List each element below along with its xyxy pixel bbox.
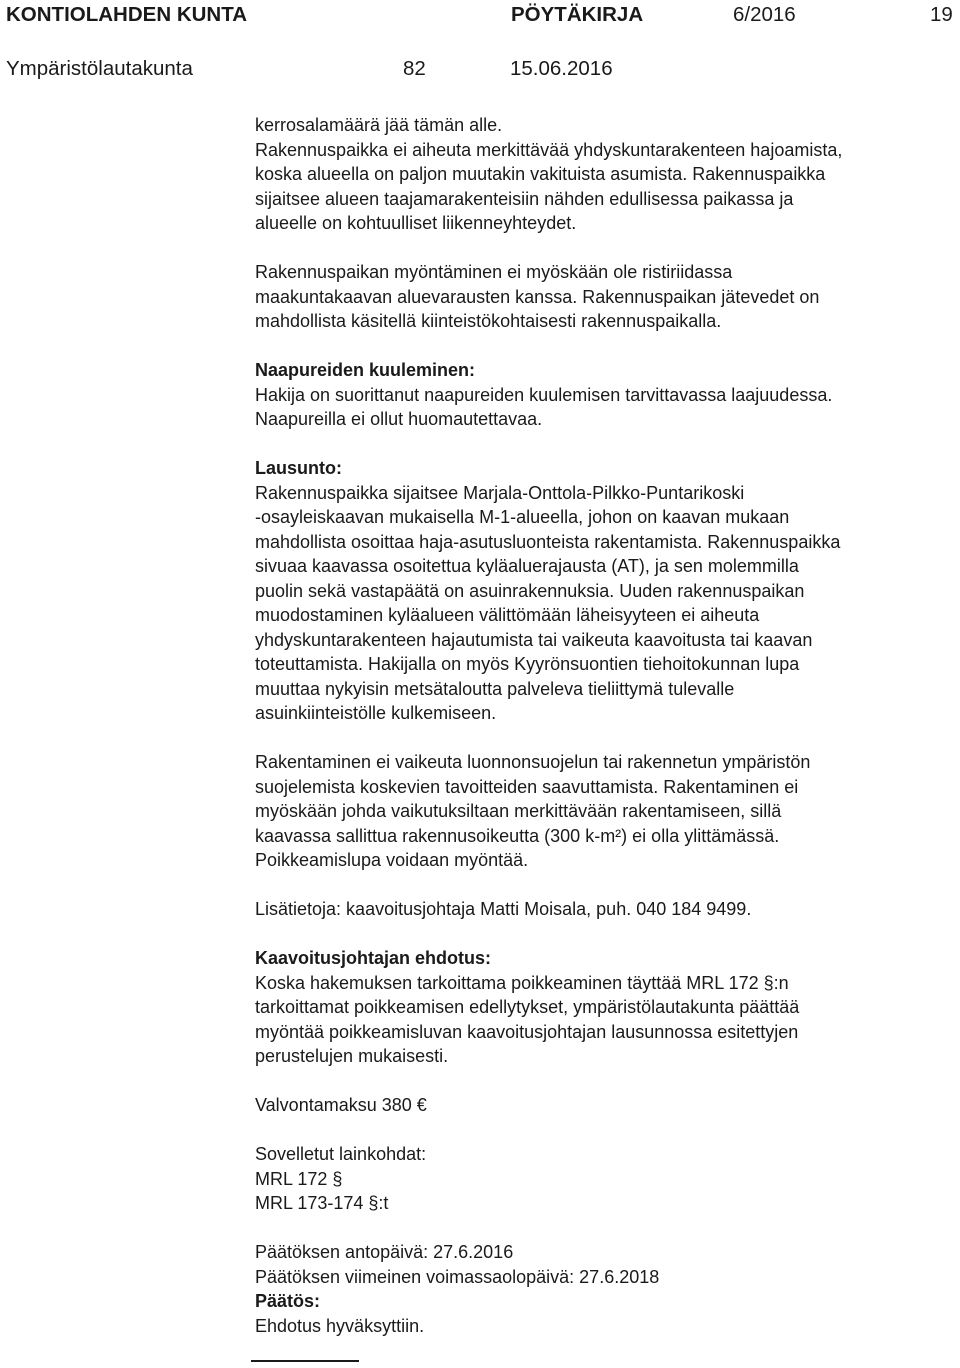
text-line: sijaitsee alueen taajamarakenteisiin nähden edullisessa paikassa ja [255, 188, 794, 209]
text-line: maakuntakaavan aluevarausten kanssa. Rakennuspaikan jätevedet on [255, 286, 820, 307]
text-line: muodostaminen kyläalueen välittömään läheisyyteen ei aiheuta [255, 605, 760, 625]
section-number: 82 [403, 57, 426, 80]
text-line: Hakija on suorittanut naapureiden kuulemisen tarvittavassa laajuudessa. [255, 384, 833, 405]
decision-heading: Päätös: [255, 1291, 321, 1311]
proposal-heading: Kaavoitusjohtajan ehdotus: [255, 948, 492, 968]
section-proposal [255, 946, 955, 1069]
decision-text: Ehdotus hyväksyttiin. [255, 1315, 425, 1336]
supervision-fee: Valvontamaksu 380 € [255, 1095, 427, 1115]
text-line: suojelemista koskevien tavoitteiden saavuttamista. Rakentaminen ei [255, 776, 799, 797]
text-line: kaavassa sallittua rakennusoikeutta (300 k-m²) ei olla ylittämässä. [255, 825, 780, 846]
text-line: myöntää poikkeamisluvan kaavoitusjohtajan lausunnossa esitettyjen [255, 1021, 799, 1042]
section-statement [255, 456, 955, 726]
page-number: 19 [930, 3, 953, 26]
text-line: toteuttamista. Hakijalla on myös Kyyrönsuontien tiehoitokunnan lupa [255, 654, 800, 674]
text-line: Rakennuspaikka ei aiheuta merkittävää yhdyskuntarakenteen hajoamista, [255, 139, 843, 160]
contact-info: Lisätietoja: kaavoitusjohtaja Matti Moisala, puh. 040 184 9499. [255, 899, 752, 919]
board-name: Ympäristölautakunta [6, 57, 193, 80]
neighbors-heading: Naapureiden kuuleminen: [255, 360, 476, 380]
law-reference: MRL 173-174 §:t [255, 1193, 389, 1213]
text-line: Rakennuspaikka sijaitsee Marjala-Onttola-Pilkko-Puntarikoski [255, 482, 745, 503]
law-reference: MRL 172 § [255, 1168, 343, 1189]
decision-date: Päätöksen antopäivä: 27.6.2016 [255, 1242, 514, 1262]
page-header [0, 0, 960, 86]
text-line: Rakentaminen ei vaikeuta luonnonsuojelun tai rakennetun ympäristön [255, 752, 811, 772]
text-line: Poikkeamislupa voidaan myöntää. [255, 850, 529, 870]
text-line: -osayleiskaavan mukaisella M-1-alueella, johon on kaavan mukaan [255, 507, 790, 527]
section-neighbors [255, 358, 955, 432]
validity-date: Päätöksen viimeinen voimassaolopäivä: 27.6.2018 [255, 1266, 660, 1287]
section-applied-laws [255, 1142, 955, 1216]
laws-heading: Sovelletut lainkohdat: [255, 1144, 427, 1164]
text-line: perustelujen mukaisesti. [255, 1046, 449, 1066]
text-line: puolin sekä vastapäätä on asuinrakennuksia. Uuden rakennuspaikan [255, 580, 805, 601]
document-number: 6/2016 [733, 3, 796, 26]
text-line: alueelle on kohtuulliset liikenneyhteydet. [255, 213, 577, 233]
text-line: kerrosalamäärä jää tämän alle. [255, 115, 503, 135]
text-line: muuttaa nykyisin metsätaloutta palveleva tieliittymä tulevalle [255, 678, 735, 699]
municipality-name: KONTIOLAHDEN KUNTA [6, 3, 248, 26]
statement-heading: Lausunto: [255, 458, 342, 478]
text-line: Koska hakemuksen tarkoittama poikkeaminen täyttää MRL 172 §:n [255, 972, 789, 993]
document-body [255, 113, 955, 1338]
paragraph-regional-plan [255, 260, 955, 334]
text-line: Rakennuspaikan myöntäminen ei myöskään ole ristiriidassa [255, 262, 733, 282]
signature-line [251, 1360, 359, 1362]
text-line: tarkoittamat poikkeamisen edellytykset, ympäristölautakunta päättää [255, 997, 800, 1017]
paragraph-environment [255, 750, 955, 873]
text-line: sivuaa kaavassa osoitettua kyläaluerajausta (AT), ja sen molemmilla [255, 556, 799, 576]
paragraph-building-site [255, 113, 955, 236]
text-line: yhdyskuntarakenteen hajautumista tai vaikeuta kaavoitusta tai kaavan [255, 629, 813, 650]
document-type: PÖYTÄKIRJA [511, 3, 644, 26]
text-line: mahdollista käsitellä kiinteistökohtaisesti rakennuspaikalla. [255, 311, 722, 331]
text-line: myöskään johda vaikutuksiltaan merkittävään rakentamiseen, sillä [255, 801, 782, 821]
text-line: koska alueella on paljon muutakin vakituista asumista. Rakennuspaikka [255, 164, 826, 184]
text-line: asuinkiinteistölle kulkemiseen. [255, 703, 497, 723]
text-line: Naapureilla ei ollut huomautettavaa. [255, 409, 543, 429]
text-line: mahdollista osoittaa haja-asutusluonteista rakentamista. Rakennuspaikka [255, 531, 841, 552]
meeting-date: 15.06.2016 [510, 57, 613, 80]
section-decision [255, 1240, 955, 1338]
